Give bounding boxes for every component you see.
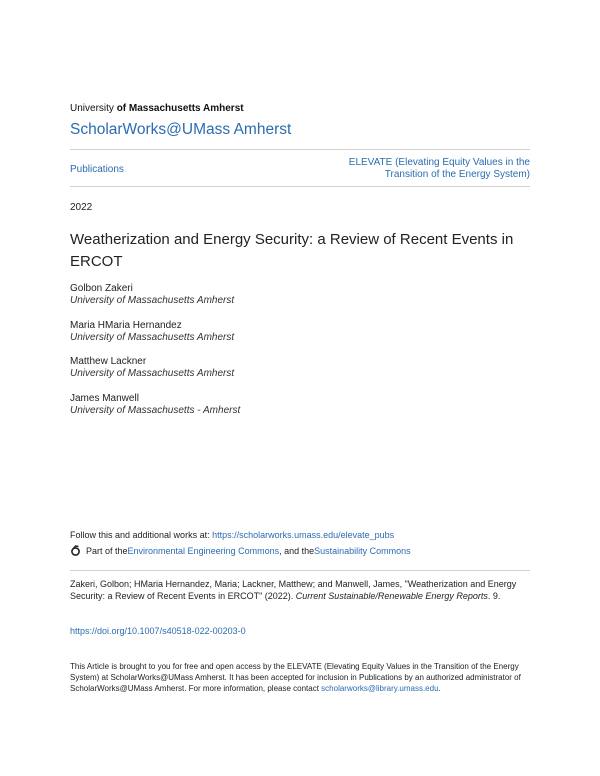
- author-name: Golbon Zakeri: [70, 283, 133, 294]
- repository-link[interactable]: ScholarWorks@UMass Amherst: [70, 121, 292, 138]
- author-affiliation: University of Massachusetts - Amherst: [70, 405, 241, 416]
- divider-nav: [70, 186, 530, 187]
- institution-of: of: [116, 103, 127, 114]
- author-block: [70, 320, 234, 344]
- access-notice: [70, 661, 532, 694]
- author-name: James Manwell: [70, 393, 139, 404]
- contact-email-link[interactable]: scholarworks@library.umass.edu: [321, 684, 439, 693]
- environmental-engineering-commons-link[interactable]: Environmental Engineering Commons: [127, 545, 280, 556]
- institution-prefix: University: [70, 103, 117, 114]
- citation: [70, 578, 530, 602]
- open-access-icon: [70, 545, 81, 556]
- citation-journal: Current Sustainable/Renewable Energy Reports: [295, 591, 488, 601]
- sustainability-commons-link[interactable]: Sustainability Commons: [314, 545, 411, 556]
- author-block: [70, 393, 240, 417]
- author-name: Maria HMaria Hernandez: [70, 320, 182, 331]
- publications-link[interactable]: Publications: [70, 164, 124, 175]
- collection-link-line1: ELEVATE (Elevating Equity Values in the: [348, 157, 530, 168]
- author-affiliation: University of Massachusetts Amherst: [70, 332, 235, 343]
- part-of-line: [70, 545, 411, 556]
- author-affiliation: University of Massachusetts Amherst: [70, 368, 235, 379]
- collection-url-link[interactable]: https://scholarworks.umass.edu/elevate_pubs: [212, 530, 395, 540]
- part-of-prefix: Part of the: [86, 545, 128, 556]
- author-name: Matthew Lackner: [70, 356, 147, 367]
- collection-link[interactable]: [290, 157, 530, 181]
- divider-citation: [70, 570, 530, 571]
- follow-text: Follow this and additional works at:: [70, 530, 213, 540]
- author-affiliation: University of Massachusetts Amherst: [70, 295, 235, 306]
- article-title: Weatherization and Energy Security: a Review of Recent Events in ERCOT: [70, 231, 514, 270]
- publication-year: 2022: [70, 202, 93, 213]
- citation-suffix: . 9.: [487, 591, 501, 601]
- author-block: [70, 356, 234, 380]
- notice-end: .: [438, 684, 441, 693]
- citation-text: Zakeri, Golbon; HMaria Hernandez, Maria; Lackner, Matthew; and Manwell, James, "Weatherization and Energy Security: a Review of Recent Events in ERCOT" (2022).: [70, 579, 517, 601]
- institution-name: [70, 103, 244, 114]
- collection-link-line2: Transition of the Energy System): [384, 169, 530, 180]
- doi-link[interactable]: https://doi.org/10.1007/s40518-022-00203-0: [70, 626, 246, 636]
- institution-main: Massachusetts Amherst: [126, 103, 244, 114]
- divider-top: [70, 149, 530, 150]
- author-block: [70, 283, 234, 307]
- follow-line: [70, 530, 394, 540]
- part-of-middle: , and the: [279, 545, 315, 556]
- notice-text: This Article is brought to you for free and open access by the ELEVATE (Elevating Equity Values in the Transition of the Energy System) at ScholarWorks@UMass Amherst. It has been accepted for inclusion in Publications by an authorized administrator of ScholarWorks@UMass Amherst. For more information, please contact: [70, 662, 521, 693]
